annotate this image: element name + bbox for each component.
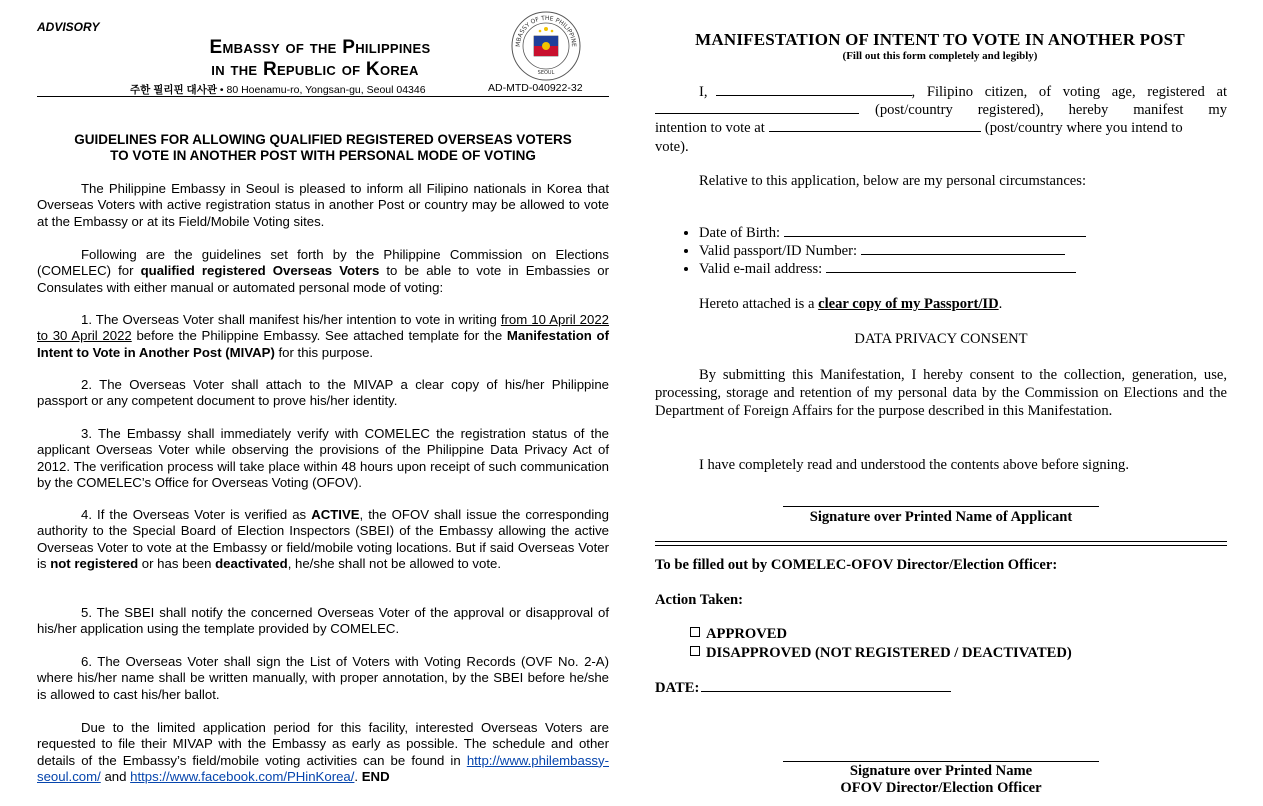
svg-text:EMBASSY OF THE PHILIPPINES: MBASSY OF THE PHILIPPINE bbox=[514, 14, 578, 48]
svg-text:SEOUL: SEOUL bbox=[537, 70, 555, 76]
approved-option[interactable]: APPROVED bbox=[690, 625, 787, 643]
embassy-name-line2: in the Republic of Korea bbox=[211, 59, 419, 80]
guidelines-heading bbox=[37, 132, 609, 164]
list-item: • Date of Birth: bbox=[699, 224, 1086, 242]
embassy-seal-icon bbox=[510, 10, 582, 82]
heading-line1: GUIDELINES FOR ALLOWING QUALIFIED REGISTERED OVERSEAS VOTERS bbox=[74, 132, 572, 147]
embassy-website-link[interactable]: http://www.philembassy-seoul.com/ bbox=[37, 752, 609, 784]
address-text: • 80 Hoenamu-ro, Yongsan-gu, Seoul 04346 bbox=[219, 84, 426, 96]
applicant-signature-label: Signature over Printed Name of Applicant bbox=[809, 509, 1073, 525]
date-row: DATE: bbox=[655, 679, 951, 697]
date-field[interactable] bbox=[701, 679, 951, 692]
korean-embassy-name: 주한 필리핀 대사관 bbox=[130, 84, 217, 96]
section-divider bbox=[655, 541, 1227, 546]
applicant-signature-line[interactable] bbox=[783, 506, 1099, 507]
reference-code: AD-MTD-040922-32 bbox=[488, 82, 583, 94]
form-subtitle: (Fill out this form completely and legibly) bbox=[842, 50, 1038, 62]
attachment-statement: Hereto attached is a clear copy of my Passport/ID. bbox=[699, 296, 1003, 312]
privacy-title: DATA PRIVACY CONSENT bbox=[854, 331, 1028, 347]
header-divider bbox=[37, 96, 609, 97]
guideline-item-4: 4. If the Overseas Voter is verified as ACTIVE, the OFOV shall issue the corresponding authority to the Special Board of Election Inspectors (SBEI) of the Embassy allowing the active Overseas Voter to vote at the Embassy or field/mobile voting locations. But if said Overseas Voter is not registered or has been deactivated, he/she shall not be allowed to vote. bbox=[37, 507, 609, 571]
guideline-item-2: 2. The Overseas Voter shall attach to the MIVAP a clear copy of his/her Philippine passport or any competent document to prove his/her identity. bbox=[37, 377, 609, 409]
privacy-text: By submitting this Manifestation, I hereby consent to the collection, generation, use, processing, storage and retention of my personal data by the Commission on Elections and the Department of Foreign Affairs for the purpose described in this Manifestation. bbox=[655, 367, 1227, 420]
intro-paragraph: The Philippine Embassy in Seoul is pleased to inform all Filipino nationals in Korea that Overseas Voters with active registration status in another Post or country may be allowed to vote at the Embassy or at its Field/Mobile Voting sites. bbox=[37, 181, 609, 229]
personal-circumstances-list bbox=[675, 224, 1086, 279]
application-period: from 10 April 2022 to 30 April 2022 bbox=[37, 312, 610, 344]
disapproved-option[interactable]: DISAPPROVED (NOT REGISTERED / DEACTIVATED) bbox=[690, 644, 1072, 662]
list-item: • Valid e-mail address: bbox=[699, 260, 1086, 278]
mivap-name: Manifestation of Intent to Vote in Another Post (MIVAP) bbox=[37, 328, 610, 360]
embassy-name-line1: Embassy of the Philippines bbox=[209, 37, 431, 58]
mivap-form bbox=[640, 0, 1263, 806]
facebook-link[interactable]: https://www.facebook.com/PHinKorea/ bbox=[130, 768, 355, 784]
approved-checkbox[interactable] bbox=[690, 627, 700, 637]
guideline-item-5: 5. The SBEI shall notify the concerned Overseas Voter of the approval or disapproval of his/her application using the template provided by COMELEC. bbox=[37, 605, 609, 637]
form-title: MANIFESTATION OF INTENT TO VOTE IN ANOTHER POST bbox=[695, 30, 1185, 49]
email-field[interactable] bbox=[826, 260, 1076, 273]
name-field[interactable] bbox=[716, 83, 912, 96]
post-intended-field[interactable] bbox=[769, 119, 981, 132]
action-taken-label: Action Taken: bbox=[655, 592, 743, 608]
end-marker: END bbox=[361, 768, 390, 784]
guideline-item-6: 6. The Overseas Voter shall sign the List of Voters with Voting Records (OVF No. 2-A) where his/her name shall be written manually, with proper annotation, by the SBEI before he/she is allowed to cast his/her ballot. bbox=[37, 654, 609, 702]
passport-copy-emphasis: clear copy of my Passport/ID bbox=[818, 296, 999, 312]
list-item: • Valid passport/ID Number: bbox=[699, 242, 1086, 260]
advisory-label: ADVISORY bbox=[37, 20, 100, 34]
heading-line2: TO VOTE IN ANOTHER POST WITH PERSONAL MODE OF VOTING bbox=[110, 148, 536, 163]
post-registered-field[interactable] bbox=[655, 101, 859, 114]
closing-paragraph: Due to the limited application period for this facility, interested Overseas Voters are requested to file their MIVAP with the Embassy as early as possible. The schedule and other details of the Embassy’s field/mobile voting activities can be found in http://www.philembassy-seoul.com/ and https://www.facebook.com/PHinKorea/. END bbox=[37, 720, 609, 784]
not-registered-emphasis: not registered bbox=[50, 555, 139, 571]
officer-signature-label: Signature over Printed Name OFOV Director/Election Officer bbox=[840, 763, 1042, 796]
deactivated-emphasis: deactivated bbox=[215, 555, 288, 571]
disapproved-checkbox[interactable] bbox=[690, 646, 700, 656]
officer-section-heading: To be filled out by COMELEC-OFOV Director/Election Officer: bbox=[655, 557, 1058, 573]
guideline-item-3: 3. The Embassy shall immediately verify with COMELEC the registration status of the applicant Overseas Voter while observing the provisions of the Philippine Data Privacy Act of 2012. The verification process will take place within 48 hours upon receipt of such communication by the COMELEC’s Office for Overseas Voting (OFOV). bbox=[37, 426, 609, 490]
advisory-page bbox=[0, 0, 625, 806]
date-of-birth-field[interactable] bbox=[784, 224, 1086, 237]
embassy-address bbox=[130, 82, 426, 97]
guideline-item-1: 1. The Overseas Voter shall manifest his/her intention to vote in writing from 10 April 2022 to 30 April 2022 before the Philippine Embassy. See attached template for the Manifestation of Intent to Vote in Another Post (MIVAP) for this purpose. bbox=[37, 312, 610, 360]
read-statement: I have completely read and understood the contents above before signing. bbox=[699, 457, 1129, 473]
passport-number-field[interactable] bbox=[861, 242, 1065, 255]
active-emphasis: ACTIVE bbox=[311, 507, 360, 522]
guidelines-intro-paragraph: Following are the guidelines set forth by the Philippine Commission on Elections (COMELEC) for qualified registered Overseas Voters to be able to vote in Embassies or Consulates with either manual or automated personal mode of voting: bbox=[37, 247, 610, 295]
relative-statement: Relative to this application, below are my personal circumstances: bbox=[699, 173, 1087, 189]
officer-signature-line[interactable] bbox=[783, 761, 1099, 762]
manifestation-statement: I, , Filipino citizen, of voting age, registered at (post/country registered), hereby manifest my intention to vote at (post/country where you intend to vote). bbox=[655, 84, 1227, 155]
qualified-voters-emphasis: qualified registered Overseas Voters bbox=[140, 263, 380, 279]
